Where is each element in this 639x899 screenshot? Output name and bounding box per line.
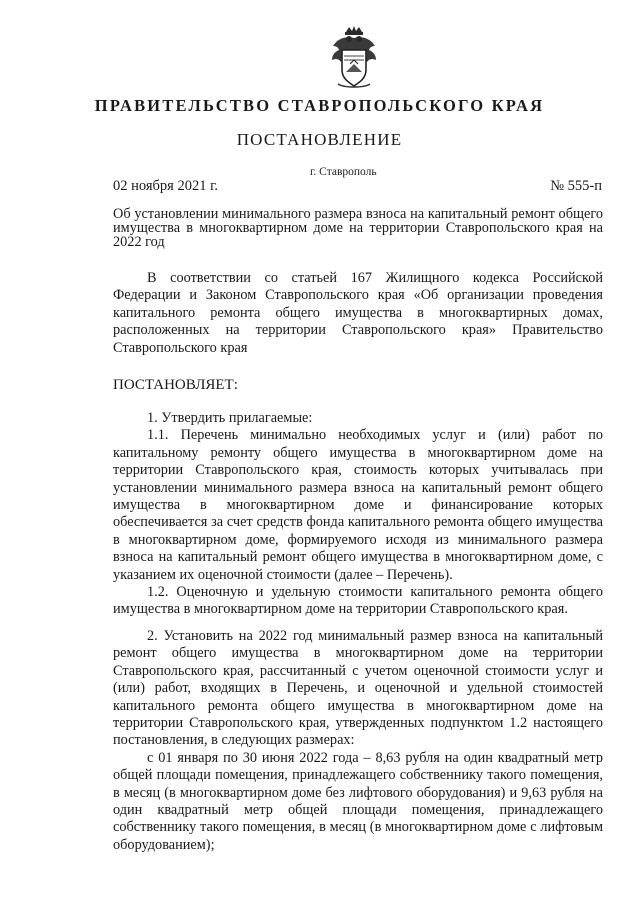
resolves-heading: ПОСТАНОВЛЯЕТ: (113, 377, 238, 393)
city-label: г. Ставрополь (310, 166, 377, 178)
item-1-1: 1.1. Перечень минимально необходимых услуг и (или) работ по капитальному ремонту общего имущества в многоквартирном доме на территории Ставропольского края, стоимость которых учитывалась при установлении минимального размера взноса на капитальный ремонт общего имущества в многоквартирном доме и финансирование которых обеспечивается за счет средств фонда капитального ремонта общего имущества в многоквартирном доме, формируемого исходя из минимального размера взноса на капитальный ремонт общего имущества в многоквартирном доме, с указанием их оценочной стоимости (далее – Перечень). (113, 427, 603, 583)
coat-of-arms-icon (330, 26, 378, 90)
item-2: 2. Установить на 2022 год минимальный размер взноса на капитальный ремонт общего имущества в многоквартирном доме на территории Ставропольского края, рассчитанный с учетом оценочной стоимости услуг и (или) работ, входящих в Перечень, и оценочной и удельной стоимостей капитального ремонта общего имущества в многоквартирном доме на территории Ставропольского края, утвержденных подпунктом 1.2 настоящего постановления, в следующих размерах: (113, 628, 603, 749)
items-block-1 (113, 410, 603, 619)
document-date: 02 ноября 2021 г. (113, 178, 219, 194)
document-title: Об установлении минимального размера взноса на капитальный ремонт общего имущества в многоквартирном доме на территории Ставропольского края на 2022 год (113, 206, 603, 250)
document-number: № 555-п (550, 178, 602, 194)
item-1-2: 1.2. Оценочную и удельную стоимости капитального ремонта общего имущества в многоквартирном доме на территории Ставропольского края. (113, 584, 603, 618)
preamble-block (113, 270, 603, 357)
items-block-2 (113, 628, 603, 854)
resolves-block (113, 377, 603, 394)
document-type: ПОСТАНОВЛЕНИЕ (236, 130, 403, 149)
item-1: 1. Утвердить прилагаемые: (147, 410, 313, 426)
organization-name: ПРАВИТЕЛЬСТВО СТАВРОПОЛЬСКОГО КРАЯ (94, 96, 545, 115)
preamble-paragraph: В соответствии со статьей 167 Жилищного кодекса Российской Федерации и Законом Ставропольского края «Об организации проведения капитального ремонта общего имущества в многоквартирных домах, расположенных на территории Ставропольского края» Правительство Ставропольского края (113, 270, 603, 356)
item-2-a: с 01 января по 30 июня 2022 года – 8,63 рубля на один квадратный метр общей площади помещения, принадлежащего собственнику такого помещения, в месяц (в многоквартирном доме без лифтового оборудования) и 9,63 рубля на один квадратный метр общей площади помещения, принадлежащего собственнику такого помещения, в месяц (в многоквартирном доме с лифтовым оборудованием); (113, 749, 603, 853)
